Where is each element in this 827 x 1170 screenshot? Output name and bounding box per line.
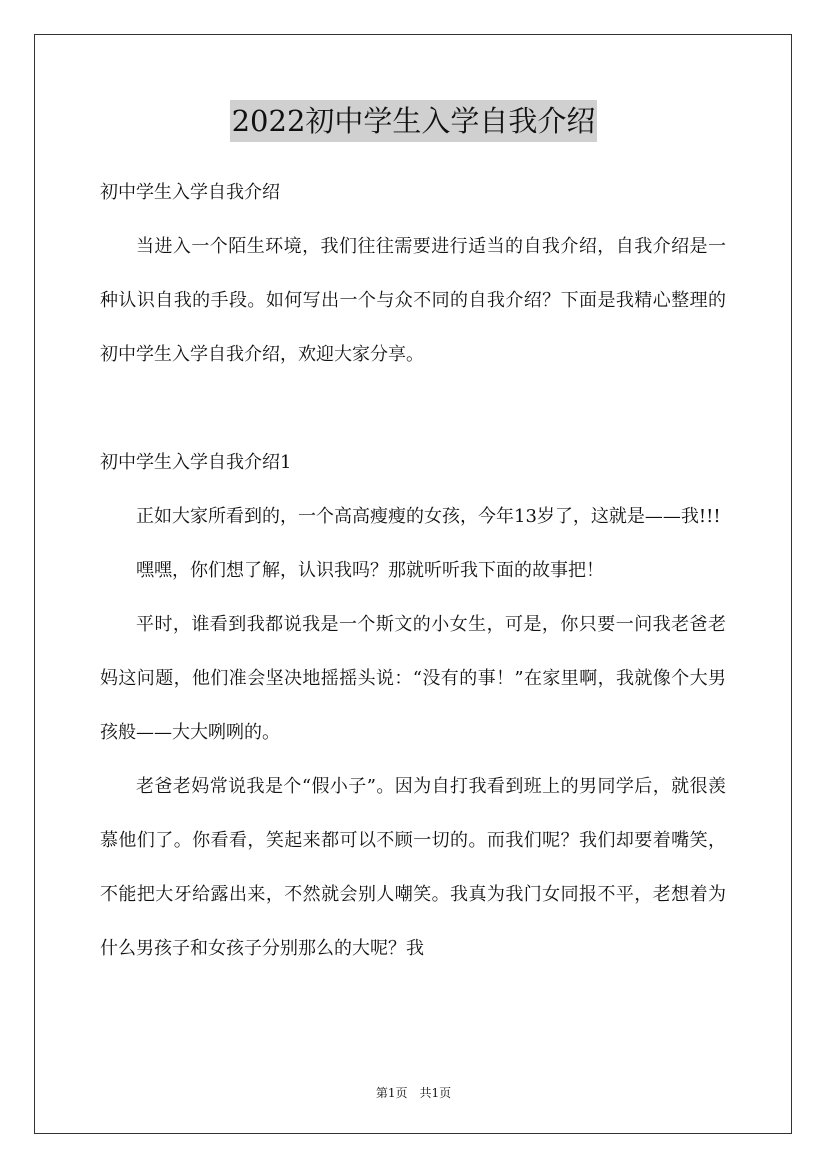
- page-number: 第1页 共1页: [375, 1086, 452, 1100]
- section-spacer: [100, 382, 726, 436]
- section1-paragraph: 嘿嘿，你们想了解，认识我吗？那就听听我下面的故事把！: [136, 560, 604, 581]
- intro-paragraph: 当进入一个陌生环境，我们往往需要进行适当的自我介绍，自我介绍是一种认识自我的手段。如何写出一个与众不同的自我介绍？下面是我精心整理的初中学生入学自我介绍，欢迎大家分享。: [100, 236, 726, 365]
- document-title-text: 2022初中学生入学自我介绍: [230, 100, 598, 142]
- section1-heading: 初中学生入学自我介绍1: [100, 452, 292, 473]
- document-title: [0, 100, 827, 142]
- section1-paragraph: 老爸老妈常说我是个“假小子”。因为自打我看到班上的男同学后，就很羡慕他们了。你看看，笑起来都可以不顾一切的。而我们呢？我们却要着嘴笑，不能把大牙给露出来，不然就会别人嘲笑。我真为我门女同报不平，老想着为什么男孩子和女孩子分别那么的大呢？我: [100, 776, 726, 959]
- intro-heading: 初中学生入学自我介绍: [100, 182, 280, 203]
- section1-paragraph: 平时，谁看到我都说我是一个斯文的小女生，可是，你只要一问我老爸老妈这问题，他们准会坚决地摇摇头说：“没有的事！”在家里啊，我就像个大男孩般——大大咧咧的。: [100, 614, 726, 743]
- page-footer: [0, 1084, 827, 1101]
- document-body: [100, 166, 726, 976]
- section1-paragraph: 正如大家所看到的，一个高高瘦瘦的女孩，今年13岁了，这就是——我!!!: [136, 506, 721, 527]
